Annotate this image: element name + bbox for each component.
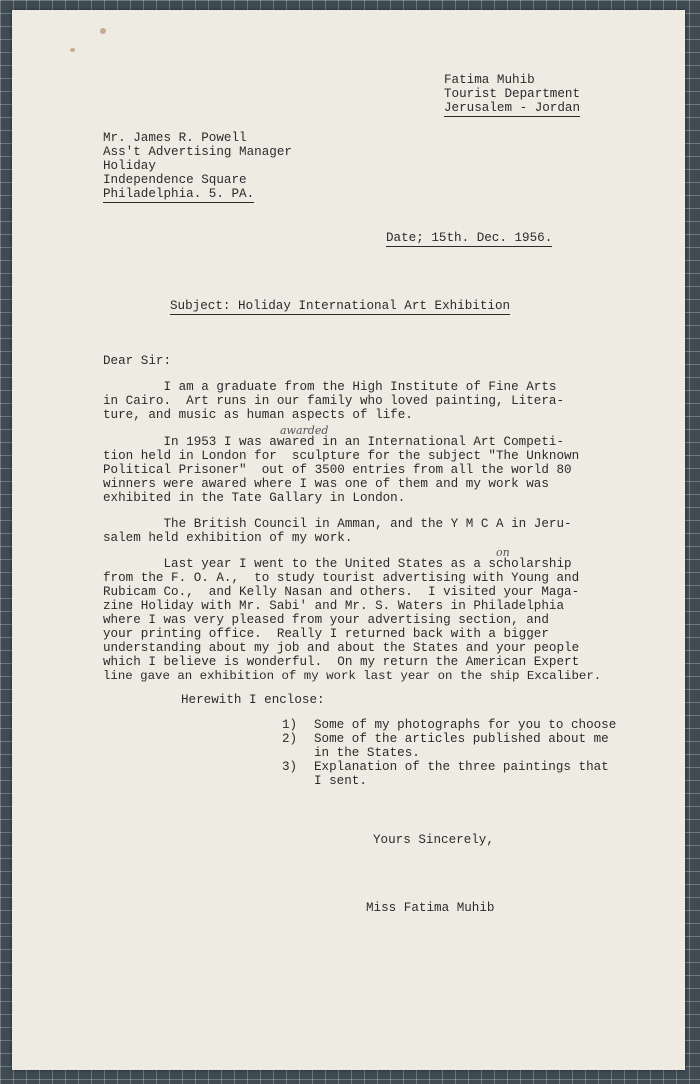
paragraph-4-line: where I was very pleased from your advertising section, and	[103, 613, 549, 627]
paragraph-1-line: ture, and music as human aspects of life.	[103, 408, 413, 422]
recipient-street: Independence Square	[103, 173, 247, 187]
recipient-city: Philadelphia. 5. PA.	[103, 187, 255, 201]
paragraph-2-line: tion held in London for sculpture for the subject "The Unknown	[103, 449, 580, 463]
enclose-intro: Herewith I enclose:	[181, 693, 325, 707]
signature-name: Miss Fatima Muhib	[366, 901, 495, 915]
enclosure-number: 2)	[282, 732, 298, 746]
paragraph-2-line: winners were awared where I was one of them and my work was	[103, 477, 549, 491]
handwritten-correction-awarded: awarded	[280, 424, 329, 437]
enclosure-item: I sent.	[314, 774, 367, 788]
paragraph-3-line: salem held exhibition of my work.	[103, 531, 353, 545]
closing: Yours Sincerely,	[373, 833, 494, 847]
paragraph-4-line: Last year I went to the United States as a scholarship	[103, 557, 572, 571]
paragraph-2-line: Political Prisoner" out of 3500 entries from all the world 80	[103, 463, 572, 477]
sender-city: Jerusalem - Jordan	[444, 101, 581, 115]
paragraph-4-line: your printing office. Really I returned back with a bigger	[103, 627, 549, 641]
enclosure-item: Some of the articles published about me	[314, 732, 609, 746]
letter-page	[12, 10, 685, 1070]
paragraph-4-line: zine Holiday with Mr. Sabi' and Mr. S. Waters in Philadelphia	[103, 599, 565, 613]
paragraph-4-line: understanding about my job and about the States and your people	[103, 641, 580, 655]
paragraph-3-line: The British Council in Amman, and the Y M C A in Jeru-	[103, 517, 572, 531]
enclosure-item: Some of my photographs for you to choose	[314, 718, 617, 732]
recipient-title: Ass't Advertising Manager	[103, 145, 292, 159]
rust-stain	[70, 48, 75, 52]
salutation: Dear Sir:	[103, 354, 172, 368]
paragraph-4-line: line gave an exhibition of my work last year on the ship Excaliber.	[103, 669, 602, 683]
sender-name: Fatima Muhib	[444, 73, 535, 87]
paragraph-4-line: which I believe is wonderful. On my return the American Expert	[103, 655, 580, 669]
paragraph-2-line: exhibited in the Tate Gallary in London.	[103, 491, 406, 505]
recipient-name: Mr. James R. Powell	[103, 131, 247, 145]
letter-subject: Subject: Holiday International Art Exhibition	[170, 299, 511, 313]
recipient-company: Holiday	[103, 159, 156, 173]
enclosure-number: 1)	[282, 718, 298, 732]
paragraph-1-line: in Cairo. Art runs in our family who loved painting, Litera-	[103, 394, 565, 408]
letter-date: Date; 15th. Dec. 1956.	[386, 231, 553, 245]
rust-stain	[100, 28, 106, 34]
enclosure-item: in the States.	[314, 746, 420, 760]
enclosure-number: 3)	[282, 760, 298, 774]
enclosure-item: Explanation of the three paintings that	[314, 760, 609, 774]
paragraph-2-line: In 1953 I was awared in an International Art Competi-	[103, 435, 565, 449]
paragraph-1-line: I am a graduate from the High Institute of Fine Arts	[103, 380, 557, 394]
handwritten-correction-on: on	[496, 546, 510, 559]
paragraph-4-line: from the F. O. A., to study tourist advertising with Young and	[103, 571, 580, 585]
paragraph-4-line: Rubicam Co., and Kelly Nasan and others. I visited your Maga-	[103, 585, 580, 599]
sender-department: Tourist Department	[444, 87, 581, 101]
